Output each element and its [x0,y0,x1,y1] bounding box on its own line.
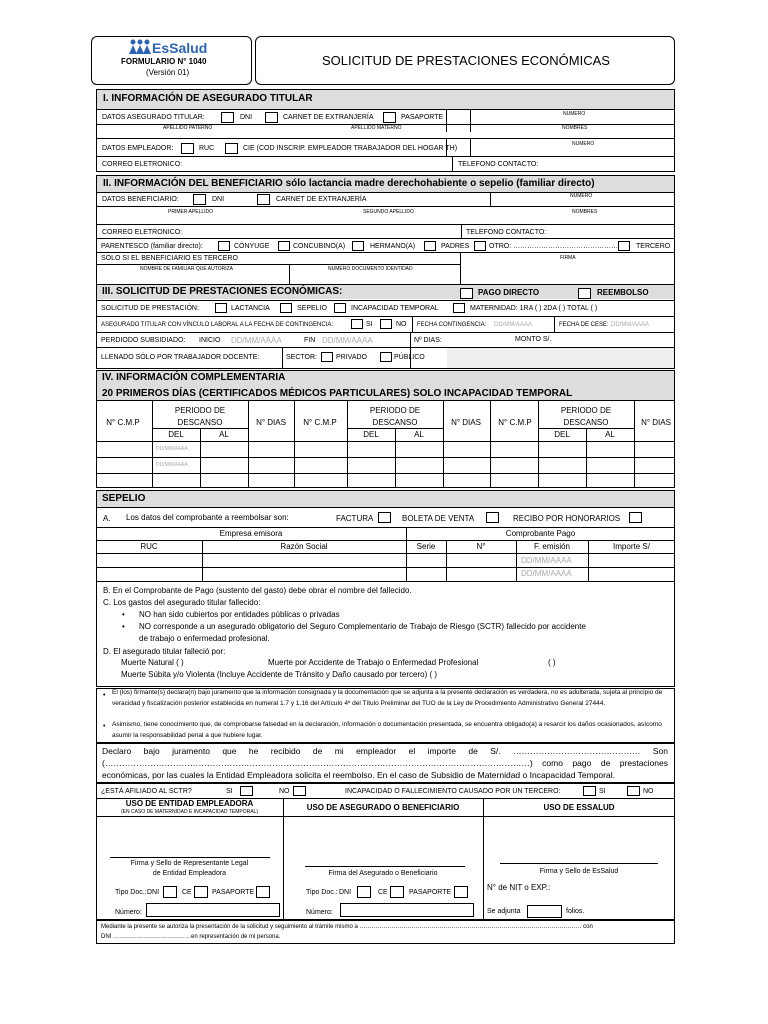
sign-dni-checkbox-2[interactable] [357,886,371,898]
benef-numero-caption: NUMERO [570,193,593,199]
conyuge-label: CÓNYUGE [234,243,270,250]
publico-checkbox[interactable] [380,352,392,362]
afiliado-sctr-label: ¿ESTÁ AFILIADO AL SCTR? [101,788,192,795]
descanso-header-2: DESCANSO [372,418,418,427]
publico-label: PÚBLICO [394,354,425,361]
essalud-logo-icon [128,39,152,55]
sepelio-ruc-header: RUC [140,542,158,551]
descanso-header-3: DESCANSO [563,418,609,427]
incapacidad-checkbox[interactable] [334,303,346,313]
periodo-label: PERDIODO SUBSIDIADO: [101,337,186,344]
pasaporte-checkbox[interactable] [383,112,396,123]
firma-representante-label: Firma y Sello de Representante Legal [130,860,249,867]
folios-label: folios. [566,908,585,915]
dni-checkbox[interactable] [221,112,234,123]
sign-ce-checkbox-1[interactable] [194,886,208,898]
primer-apellido-caption: PRIMER APELLIDO [168,209,214,215]
hermano-label: HERMANO(A) [370,243,416,250]
muerte-subita-text: Muerte Súbita y/o Violenta (Incluye Accidente de Tránsito y Daño causado por tercero) ( ) [121,670,438,679]
ndias-header-2: N° DIAS [451,418,481,427]
numero-empleador-caption: NUMERO [572,141,595,147]
boleta-label: BOLETA DE VENTA [402,514,475,523]
dni-label-2: DNI [339,889,352,896]
al-header-3: AL [605,430,615,439]
del-header-2: DEL [363,430,379,439]
sign-pasaporte-checkbox-1[interactable] [256,886,270,898]
tercero-si-label: SI [599,788,606,795]
firma-essalud-label: Firma y Sello de EsSalud [539,868,619,875]
vinculo-label: ASEGURADO TITULAR CON VÍNCULO LABORAL A LA FECHA DE CONTINGENCIA: [101,322,334,328]
cmp-del-placeholder-1[interactable]: DD/MM/AAAA [156,446,188,452]
pasaporte-label: PASAPORTE [401,114,444,121]
numero-label-1: Número: [115,909,142,916]
sepelio-checkbox[interactable] [280,303,292,313]
numero-label-2: Número: [306,909,333,916]
declaro-paragraph: Declaro bajo juramento que he recibido de mi empleador el importe de S/. ……………………………………… Son (……………………………………………………………………………………………………………………………………) como pago de prestaciones económicas, por las cuales la Entidad Empleadora solicita el reembolso. En el caso de Subsidio de Maternidad o Incapacidad Temporal. [102,746,668,780]
firma-caption: FIRMA [560,255,576,261]
maternidad-checkbox[interactable] [453,303,465,313]
apellido-materno-caption: APELLIDO MATERNO [351,125,402,131]
section-1-title: I. INFORMACIÓN DE ASEGURADO TITULAR [103,93,313,104]
nombres-caption: NOMBRES [562,125,588,131]
page-title: SOLICITUD DE PRESTACIONES ECONÓMICAS [322,53,610,68]
del-header-3: DEL [554,430,570,439]
concubino-label: CONCUBINO(A) [293,243,346,250]
vinculo-si-label: SI [366,321,373,328]
periodo-header-2: PERIODO DE [369,406,421,415]
carnet-checkbox[interactable] [265,112,278,123]
firma-entidad-label: de Entidad Empleadora [152,870,227,877]
ce-label-1: CE [182,889,192,896]
mediante-line-2: DNI …………………………………en representación de mi persona. [101,934,281,940]
sector-label: SECTOR: [286,354,317,361]
sign-dni-checkbox-1[interactable] [163,886,177,898]
tipo-doc-label-1: Tipo Doc.: [115,889,147,896]
emision-date-input-1[interactable]: DD/MM/AAAA [521,556,572,565]
sctr-si-label: SI [226,788,233,795]
correo-label: CORREO ELETRONICO: [102,161,183,168]
vinculo-no-label: NO [396,321,407,328]
folios-input[interactable] [527,905,562,918]
muerte-natural-text: Muerte Natural ( ) [121,658,184,667]
tercero-checkbox[interactable] [618,241,630,251]
benef-carnet-checkbox[interactable] [257,194,270,205]
numero-input-2[interactable] [340,903,474,917]
dni-label-1: DNI [147,889,160,896]
razon-social-header: Razón Social [280,542,328,551]
ce-label-2: CE [378,889,388,896]
tercero-label: TERCERO [636,243,671,250]
incapacidad-label: INCAPACIDAD TEMPORAL [351,305,439,312]
cmp-del-placeholder-2[interactable]: DD/MM/AAAA [156,462,188,468]
factura-label: FACTURA [336,514,374,523]
parentesco-label: PARENTESCO (familiar directo): [101,243,203,250]
inicio-input[interactable]: DD/MM/AAAA [231,336,282,345]
fin-label: FIN [304,337,316,344]
cie-label: CIE (COD INSCRIP. EMPLEADOR TRABAJADOR DEL HOGAR TH) [243,145,458,152]
ruc-checkbox[interactable] [181,143,194,154]
padres-checkbox[interactable] [424,241,436,251]
benef-nombres-caption: NOMBRES [572,209,598,215]
carnet-label: CARNET DE EXTRANJERÍA [283,114,374,121]
maternidad-label: MATERNIDAD: 1RA ( ) 2DA ( ) TOTAL ( ) [470,305,598,312]
numero-caption: NUMERO [563,111,586,117]
tercero-si-checkbox[interactable] [583,786,596,796]
datos-beneficiario-label: DATOS BENEFICIARIO: [102,196,179,203]
uso-asegurado-header: USO DE ASEGURADO O BENEFICIARIO [306,803,460,812]
sepelio-c1-text: NO han sido cubiertos por entidades públicas o privadas [139,610,340,619]
muerte-accidente-paren: ( ) [548,658,556,667]
docente-label: LLENADO SÓLO POR TRABAJADOR DOCENTE: [101,354,260,361]
uso-entidad-subheader: (EN CASO DE MATERNIDAD E INCAPACIDAD TEMPORAL) [121,809,258,815]
segundo-apellido-caption: SEGUNDO APELLIDO [363,209,414,215]
tipo-doc-label-2: Tipo Doc.: [306,889,338,896]
vinculo-si-checkbox[interactable] [351,319,363,329]
privado-checkbox[interactable] [321,352,333,362]
sepelio-c2b-text: de trabajo o enfermedad profesional. [139,634,270,643]
numero-doc-caption: NUMERO DOCUMENTO IDENTIDAD [328,266,413,272]
importe-header: Importe S/ [613,542,650,551]
cie-checkbox[interactable] [225,143,238,154]
muerte-accidente-text: Muerte por Accidente de Trabajo o Enfermedad Profesional [268,658,479,667]
form-number: FORMULARIO N° 1040 [121,57,207,66]
numero-header: N° [476,542,486,551]
sctr-no-label: NO [279,788,290,795]
sctr-si-checkbox[interactable] [240,786,253,796]
solo-tercero-label: SOLO SI EL BENEFICIARIO ES TERCERO [101,255,238,262]
sepelio-title: SEPELIO [102,493,146,504]
n-dias-label: Nº DIAS: [414,337,442,344]
padres-label: PADRES [441,243,470,250]
apellido-paterno-caption: APELLIDO PATERNO [163,125,213,131]
pago-directo-label: PAGO DIRECTO [478,288,540,297]
tercero-no-label: NO [643,788,654,795]
otro-checkbox[interactable] [474,241,486,251]
benef-telefono-label: TELEFONO CONTACTO: [466,229,547,236]
uso-entidad-header: USO DE ENTIDAD EMPLEADORA [125,799,254,808]
fecha-contingencia-input[interactable]: DD/MM/AAAA [494,322,533,328]
incap-tercero-label: INCAPACIDAD O FALLECIMIENTO CAUSADO POR UN TERCERO: [345,788,561,795]
lactancia-label: LACTANCIA [231,305,270,312]
lactancia-checkbox[interactable] [215,303,227,313]
nombre-familiar-caption: NOMBRE DE FAMILIAR QUE AUTORIZA [140,266,233,272]
section-4-title: IV. INFORMACIÓN COMPLEMENTARIA [102,372,286,383]
fecha-contingencia-label: FECHA CONTINGENCIA: [417,322,487,328]
section-3-title: III. SOLICITUD DE PRESTACIONES ECONÓMICAS: [102,286,343,297]
sepelio-d-text: D. El asegurado titular falleció por: [103,647,226,656]
telefono-label: TELEFONO CONTACTO: [458,161,539,168]
dni-label: DNI [240,114,253,121]
docente-shaded-area [447,348,674,368]
form-version: (Versión 01) [146,68,190,77]
del-header-1: DEL [168,430,184,439]
sepelio-label: SEPELIO [297,305,327,312]
adjunta-label: Se adjunta [487,908,521,915]
ndias-header-1: N° DIAS [256,418,286,427]
ncmp-header-1: N° C.M.P [106,418,140,427]
concubino-checkbox[interactable] [278,241,290,251]
comprobante-header: Comprobante Pago [505,529,576,538]
fin-input[interactable]: DD/MM/AAAA [322,336,373,345]
factura-checkbox[interactable] [378,512,391,523]
bullet-c1: • [122,610,125,619]
uso-essalud-header: USO DE ESSALUD [543,803,615,812]
sepelio-b-text: B. En el Comprobante de Pago (sustento del gasto) debe obrar el nombre del fallecido. [103,586,412,595]
boleta-checkbox[interactable] [486,512,499,523]
ruc-label: RUC [199,145,215,152]
al-header-2: AL [414,430,424,439]
periodo-header-3: PERIODO DE [560,406,612,415]
section-4-subtitle: 20 PRIMEROS DÍAS (CERTIFICADOS MÉDICOS PARTICULARES) SOLO INCAPACIDAD TEMPORAL [102,388,573,399]
solicitud-label: SOLICITUD DE PRESTACIÓN: [101,305,199,312]
mediante-line-1: Mediante la presente se autoriza la presentación de la solicitud y seguimiento al trámite mismo a ………………………………………………………………………………………………… con [101,924,593,930]
datos-empleador-label: DATOS EMPLEADOR: [102,145,174,152]
sctr-no-checkbox[interactable] [293,786,306,796]
descanso-header-1: DESCANSO [177,418,223,427]
benef-correo-label: CORREO ELETRONICO: [102,229,183,236]
fecha-emision-header: F. emisión [533,542,570,551]
recibo-label: RECIBO POR HONORARIOS [513,514,621,523]
otro-label: OTRO: ……………………………………… [489,243,619,250]
section-2-title: II. INFORMACIÓN DEL BENEFICIARIO sólo lactancia madre derechohabiente o sepelio (familiar directo) [103,178,595,189]
emision-date-input-2[interactable]: DD/MM/AAAA [521,569,572,578]
periodo-header-1: PERIODO DE [174,406,226,415]
pasaporte-label-1: PASAPORTE [212,889,255,896]
legal-paragraph-2: Asimismo, tiene conocimiento que, de comprobarse falsedad en la declaración, información o documentación presentada, se encuentra obligado(a) a resarcir los daños ocasionados, asícomo asumir la responsabilidad penal a que hubiere lugar. [112,721,662,739]
pasaporte-label-2: PASAPORTE [409,889,452,896]
bullet-c2: • [122,622,125,631]
fecha-cese-input[interactable]: DD/MM/AAAA [611,322,650,328]
sepelio-c-text: C. Los gastos del asegurado titular fallecido: [103,598,261,607]
reembolso-label: REEMBOLSO [597,288,649,297]
ncmp-header-3: N° C.M.P [498,418,532,427]
hermano-checkbox[interactable] [352,241,364,251]
fecha-cese-label: FECHA DE CESE: [559,322,609,328]
tercero-no-checkbox[interactable] [627,786,640,796]
ndias-header-3: N° DIAS [641,418,671,427]
benef-carnet-label: CARNET DE EXTRANJERÍA [276,196,367,203]
monto-label: MONTO S/. [515,336,552,343]
sign-pasaporte-checkbox-2[interactable] [454,886,468,898]
legal-paragraph-1: El (los) firmante(s) declara(n) bajo juramento que la información consignada y la documentación que se adjunta a la presente declaración es verdadera, no es adulterada, sujeta al principio de veracidad y fiscalización posterior establecida en numeral 1.7 y 1.16 del Artículo 4º del Título Preliminar del TUO de la Ley de Procedimiento Administrativo General 27444. [112,689,663,707]
sepelio-a-label: A. [103,514,111,523]
inicio-label: INICIO [199,337,221,344]
vinculo-no-checkbox[interactable] [380,319,392,329]
numero-input-1[interactable] [146,903,280,917]
firma-asegurado-label: Firma del Asegurado o Beneficiario [328,870,438,877]
benef-dni-checkbox[interactable] [193,194,206,205]
serie-header: Serie [416,542,436,551]
brand-name: EsSalud [152,40,208,56]
al-header-1: AL [219,430,229,439]
nit-label: N° de NIT o EXP.: [487,883,551,892]
sepelio-a-text: Los datos del comprobante a reembolsar son: [126,513,289,522]
privado-label: PRIVADO [336,354,367,361]
recibo-checkbox[interactable] [629,512,642,523]
legal-bullet-2: • [103,723,106,730]
empresa-emisora-header: Empresa emisora [219,529,283,538]
ncmp-header-2: N° C.M.P [303,418,337,427]
reembolso-checkbox[interactable] [578,288,591,299]
datos-asegurado-label: DATOS ASEGURADO TITULAR: [102,114,205,121]
benef-dni-label: DNI [212,196,225,203]
sign-ce-checkbox-2[interactable] [390,886,404,898]
legal-bullet-1: • [103,692,106,699]
sepelio-c2a-text: NO corresponde a un asegurado obligatorio del Seguro Complementario de Trabajo de Riesgo (SCTR) fallecido por accidente [139,622,586,631]
pago-directo-checkbox[interactable] [460,288,473,299]
conyuge-checkbox[interactable] [218,241,230,251]
